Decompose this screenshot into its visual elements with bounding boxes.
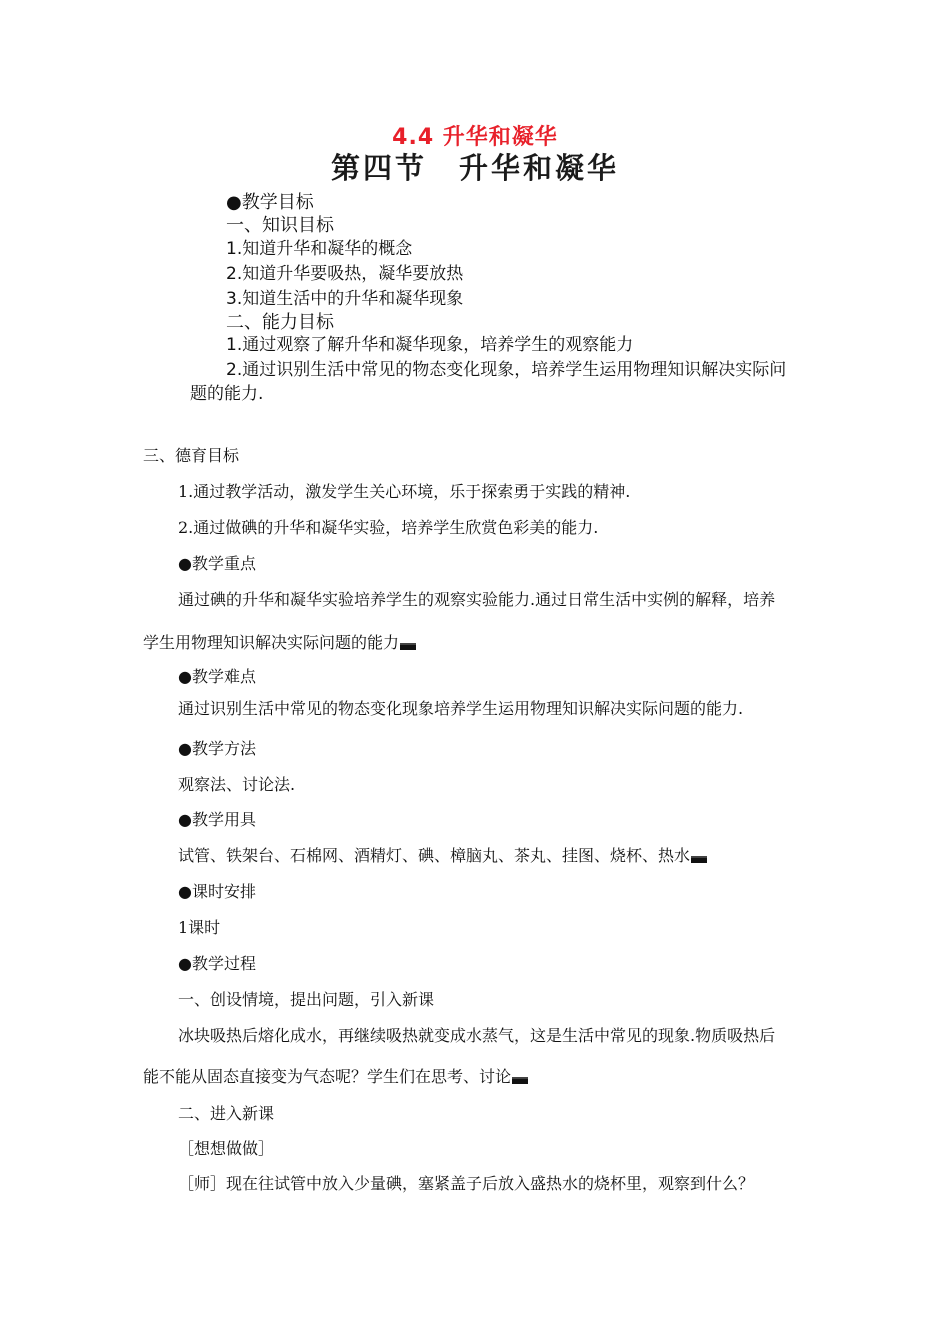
ability-heading: 二、能力目标 [226, 312, 334, 333]
section-name: 升华和凝华 [459, 151, 620, 185]
placeholder-mark [512, 1077, 528, 1084]
difficulties-text: 通过识别生活中常见的物态变化现象培养学生运用物理知识解决实际问题的能力. [178, 699, 744, 718]
placeholder-mark [691, 856, 707, 863]
ability-item-continued: 题的能力. [190, 384, 264, 404]
difficulties-heading: ●教学难点 [178, 667, 256, 686]
ability-item: 2.通过识别生活中常见的物态变化现象，培养学生运用物理知识解决实际问 [226, 360, 787, 380]
placeholder-mark [400, 643, 416, 650]
lesson-number-title: 4.4 升华和凝华 [392, 125, 558, 150]
tools-text: 试管、铁架台、石棉网、酒精灯、碘、樟脑丸、茶丸、挂图、烧杯、热水 [178, 843, 707, 866]
methods-text: 观察法、讨论法. [178, 775, 296, 794]
moral-item: 2.通过做碘的升华和凝华实验，培养学生欣赏色彩美的能力. [178, 518, 599, 537]
process-step-heading: 二、进入新课 [178, 1104, 275, 1123]
schedule-heading: ●课时安排 [178, 882, 256, 901]
process-text: 冰块吸热后熔化成水，再继续吸热就变成水蒸气，这是生活中常见的现象.物质吸热后 [178, 1026, 776, 1045]
key-points-text: 通过碘的升华和凝华实验培养学生的观察实验能力.通过日常生活中实例的解释，培养 [178, 590, 776, 609]
objectives-heading: ●教学目标 [226, 192, 314, 213]
moral-heading: 三、德育目标 [143, 446, 240, 465]
knowledge-item: 1.知道升华和凝华的概念 [226, 239, 413, 259]
methods-heading: ●教学方法 [178, 739, 256, 758]
process-text-continued: 能不能从固态直接变为气态呢？学生们在思考、讨论 [143, 1064, 528, 1087]
process-heading: ●教学过程 [178, 954, 256, 973]
knowledge-item: 3.知道生活中的升华和凝华现象 [226, 289, 464, 309]
section-title [0, 146, 950, 187]
teacher-line: ［师］现在往试管中放入少量碘，塞紧盖子后放入盛热水的烧杯里，观察到什么？ [178, 1174, 755, 1193]
ability-item: 1.通过观察了解升华和凝华现象，培养学生的观察能力 [226, 335, 634, 355]
key-points-text-continued: 学生用物理知识解决实际问题的能力 [143, 630, 416, 653]
knowledge-item: 2.知道升华要吸热，凝华要放热 [226, 264, 464, 284]
section-number: 第四节 [330, 151, 427, 185]
moral-item: 1.通过教学活动，激发学生关心环境，乐于探索勇于实践的精神. [178, 482, 631, 501]
tools-heading: ●教学用具 [178, 810, 256, 829]
process-step-heading: 一、创设情境，提出问题，引入新课 [178, 990, 435, 1009]
activity-label: ［想想做做］ [178, 1139, 275, 1158]
knowledge-heading: 一、知识目标 [226, 215, 334, 236]
key-points-heading: ●教学重点 [178, 554, 256, 573]
schedule-text: 1课时 [178, 918, 221, 937]
